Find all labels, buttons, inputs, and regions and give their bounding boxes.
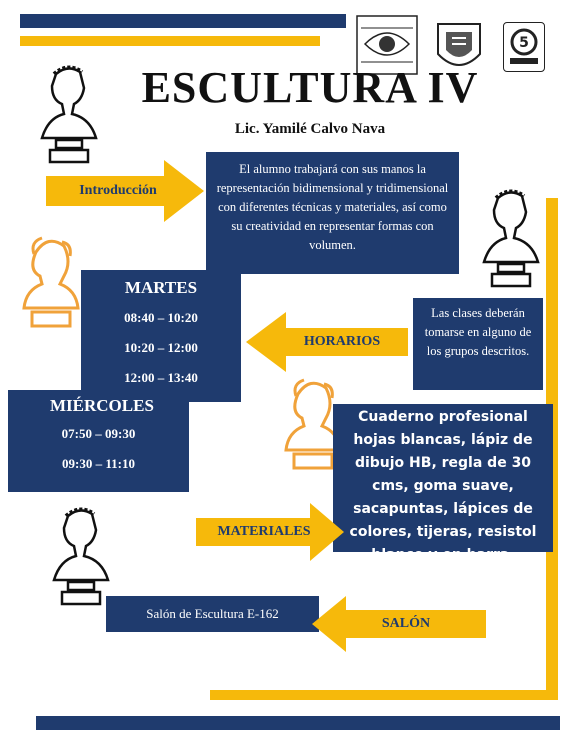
tuesday-slot: 08:40 – 10:20 — [124, 310, 198, 325]
salon-arrow — [312, 596, 486, 652]
tuesday-slot: 10:20 – 12:00 — [124, 340, 198, 355]
salon-label: SALÓN — [381, 616, 431, 631]
wednesday-box — [8, 390, 189, 492]
bust-icon — [476, 184, 546, 292]
top-gold-bar — [20, 36, 320, 46]
wednesday-title: MIÉRCOLES — [50, 396, 154, 415]
salon-text: Salón de Escultura E-162 — [146, 606, 279, 621]
bust-icon — [34, 60, 104, 168]
tuesday-slot: 12:00 – 13:40 — [124, 370, 198, 385]
horarios-note: Las clases deberán tomarse en alguno de los grupos descritos. — [424, 306, 532, 358]
wednesday-slot: 07:50 – 09:30 — [61, 426, 136, 441]
horarios-note-box — [413, 298, 543, 390]
bust-icon — [18, 232, 84, 334]
bottom-navy-bar — [36, 716, 560, 730]
school-logo-icon — [503, 22, 545, 72]
tuesday-box — [81, 270, 241, 402]
teacher-name: Lic. Yamilé Calvo Nava — [234, 121, 386, 137]
intro-arrow — [46, 160, 204, 222]
materials-box — [333, 404, 553, 563]
top-navy-bar — [20, 14, 346, 28]
materials-text: Cuaderno profesional hojas blancas, lápiz de dibujo HB, regla de 30 cms, goma suave, sacapuntas, lápices de colores, tijeras, resistol blanco y en barra. — [349, 409, 537, 563]
bottom-gold-bar — [210, 690, 558, 700]
materials-arrow — [196, 503, 344, 561]
intro-label: Introducción — [79, 183, 157, 198]
page-title: ESCULTURA IV — [141, 63, 479, 112]
horarios-arrow — [246, 312, 408, 372]
svg-text:5: 5 — [519, 35, 529, 51]
bust-icon — [46, 502, 116, 610]
materials-label: MATERIALES — [217, 524, 311, 539]
intro-text: El alumno trabajará con sus manos la representación bidimensional y tridimensional con diferentes técnicas y materiales, así como su creatividad en representar formas con volumen. — [216, 162, 449, 252]
salon-box — [106, 596, 319, 632]
intro-box — [206, 152, 459, 274]
wednesday-slot: 09:30 – 11:10 — [62, 456, 135, 471]
horarios-label: HORARIOS — [303, 334, 381, 349]
tuesday-title: MARTES — [124, 278, 198, 297]
